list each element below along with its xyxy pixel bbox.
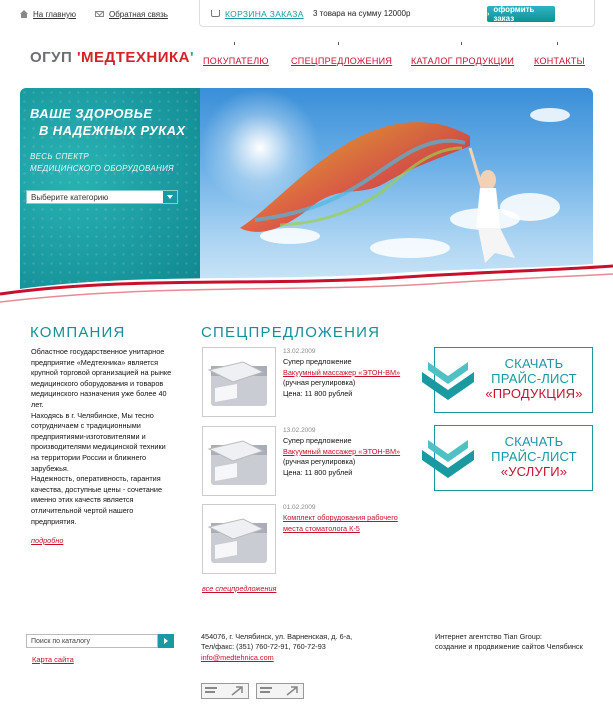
- banner-sub-line2: МЕДИЦИНСКОГО ОБОРУДОВАНИЯ: [30, 164, 174, 173]
- banner-sub-line1: ВЕСЬ СПЕКТР: [30, 152, 90, 161]
- offer-3: [283, 503, 413, 534]
- pricelist-services-button[interactable]: [434, 425, 593, 491]
- search-submit-button[interactable]: [158, 634, 174, 648]
- offer-price: Цена: 11 800 рублей: [283, 388, 353, 398]
- agency-line1: Интернет агентство Tian Group:: [435, 632, 542, 641]
- offer-link[interactable]: Вакуумный массажер «ЭТОН-ВМ»: [283, 367, 401, 377]
- pricelist-products-button[interactable]: [434, 347, 593, 413]
- nav-item-offers[interactable]: СПЕЦПРЕДЛОЖЕНИЯ: [291, 56, 393, 66]
- cart-summary: 3 товара на сумму 12000р: [313, 9, 411, 18]
- offer-image[interactable]: [202, 504, 276, 574]
- offer-note: (ручная регулировка): [283, 457, 356, 467]
- offer-note: (ручная регулировка): [283, 378, 356, 388]
- nav-tick: [461, 42, 462, 45]
- banner-slogan-line2: В НАДЕЖНЫХ РУКАХ: [39, 123, 186, 138]
- order-button[interactable]: [487, 6, 555, 22]
- company-title: КОМПАНИЯ: [30, 324, 126, 341]
- offer-link[interactable]: Вакуумный массажер «ЭТОН-ВМ»: [283, 446, 401, 456]
- all-offers-link[interactable]: все спецпредложения: [202, 584, 277, 593]
- offer-image[interactable]: [202, 426, 276, 496]
- order-button-label: оформить заказ: [493, 5, 535, 23]
- offer-price: Цена: 11 800 рублей: [283, 467, 353, 477]
- nav-item-contacts[interactable]: КОНТАКТЫ: [534, 56, 585, 66]
- catalog-search-input[interactable]: Поиск по каталогу: [26, 634, 158, 648]
- sitemap-link[interactable]: Карта сайта: [32, 655, 74, 664]
- check-logo-icon: [420, 432, 476, 482]
- offer-kind: Супер предложение: [283, 436, 352, 446]
- category-select-value: Выберите категорию: [31, 192, 109, 202]
- mail-icon: [95, 11, 104, 17]
- cart-bar: [199, 0, 595, 27]
- agency-info: [435, 632, 605, 653]
- nav-tick: [338, 42, 339, 45]
- category-select[interactable]: [26, 190, 178, 204]
- nav-item-buyer[interactable]: ПОКУПАТЕЛЮ: [203, 56, 269, 66]
- arrow-right-icon: ›: [487, 10, 490, 18]
- offer-image[interactable]: [202, 347, 276, 417]
- home-link[interactable]: На главную: [33, 10, 76, 19]
- offer-link[interactable]: места стоматолога К-5: [283, 523, 360, 533]
- offer-2: [283, 426, 413, 478]
- company-more-link[interactable]: подробно: [31, 536, 64, 545]
- cart-icon: [211, 10, 220, 17]
- banner-slogan-line1: ВАШЕ ЗДОРОВЬЕ: [30, 106, 153, 121]
- logo-quote-close: ': [190, 49, 195, 66]
- agency-line2: создание и продвижение сайтов Челябинск: [435, 642, 583, 652]
- offer-date: 01.02.2009: [283, 504, 316, 511]
- nav-item-catalog[interactable]: КАТАЛОГ ПРОДУКЦИИ: [411, 56, 515, 66]
- check-logo-icon: [420, 354, 476, 404]
- pricelist-products-text: СКАЧАТЬ ПРАЙС-ЛИСТ «ПРОДУКЦИЯ»: [485, 356, 583, 401]
- offer-date: 13.02.2009: [283, 348, 316, 355]
- chevron-down-icon: [163, 191, 177, 203]
- cart-link[interactable]: КОРЗИНА ЗАКАЗА: [225, 9, 304, 19]
- offer-date: 13.02.2009: [283, 427, 316, 434]
- offer-1: [283, 347, 413, 399]
- company-text: Областное государственное унитарное предприятие «Медтехника» является крупной торговой организацией на рынке медицинского оборудования и товаров медицинского назначения уже более 40 лет. Находясь в г. Челябинске, Мы тесно сотрудничаем с традиционными предприятиями-изготовителями и производителями медицинской техники на территории России и ближнего зарубежья. Надежность, оперативность, гарантия качества, доступные цены - сочетание именно этих качеств является отличительной чертой нашего предприятия.: [31, 347, 172, 526]
- contact-info: [201, 632, 401, 663]
- nav-tick: [557, 42, 558, 45]
- offer-link[interactable]: Комплект оборудования рабочего: [283, 513, 398, 523]
- banner-wave: [0, 262, 613, 312]
- offers-title: СПЕЦПРЕДЛОЖЕНИЯ: [201, 324, 381, 341]
- nav-tick: [234, 42, 235, 45]
- logo[interactable]: [30, 49, 194, 66]
- house-icon: [20, 11, 29, 18]
- counter-badge[interactable]: [256, 683, 304, 699]
- phone: Тел/факс: (351) 760-72-91, 760-72-93: [201, 642, 326, 652]
- email-link[interactable]: info@medtehnica.com: [201, 652, 274, 662]
- logo-quote-open: ': [76, 49, 82, 66]
- logo-text-med: МЕД: [81, 49, 116, 66]
- feedback-link[interactable]: Обратная связь: [109, 10, 168, 19]
- offer-kind: Супер предложение: [283, 357, 352, 367]
- address: 454076, г. Челябинск, ул. Варненская, д. 6-а,: [201, 632, 353, 641]
- logo-text-ogup: ОГУП: [30, 49, 77, 66]
- pricelist-services-text: СКАЧАТЬ ПРАЙС-ЛИСТ «УСЛУГИ»: [491, 434, 577, 479]
- logo-text-tehnika: ТЕХНИКА: [115, 49, 190, 66]
- counter-badge[interactable]: [201, 683, 249, 699]
